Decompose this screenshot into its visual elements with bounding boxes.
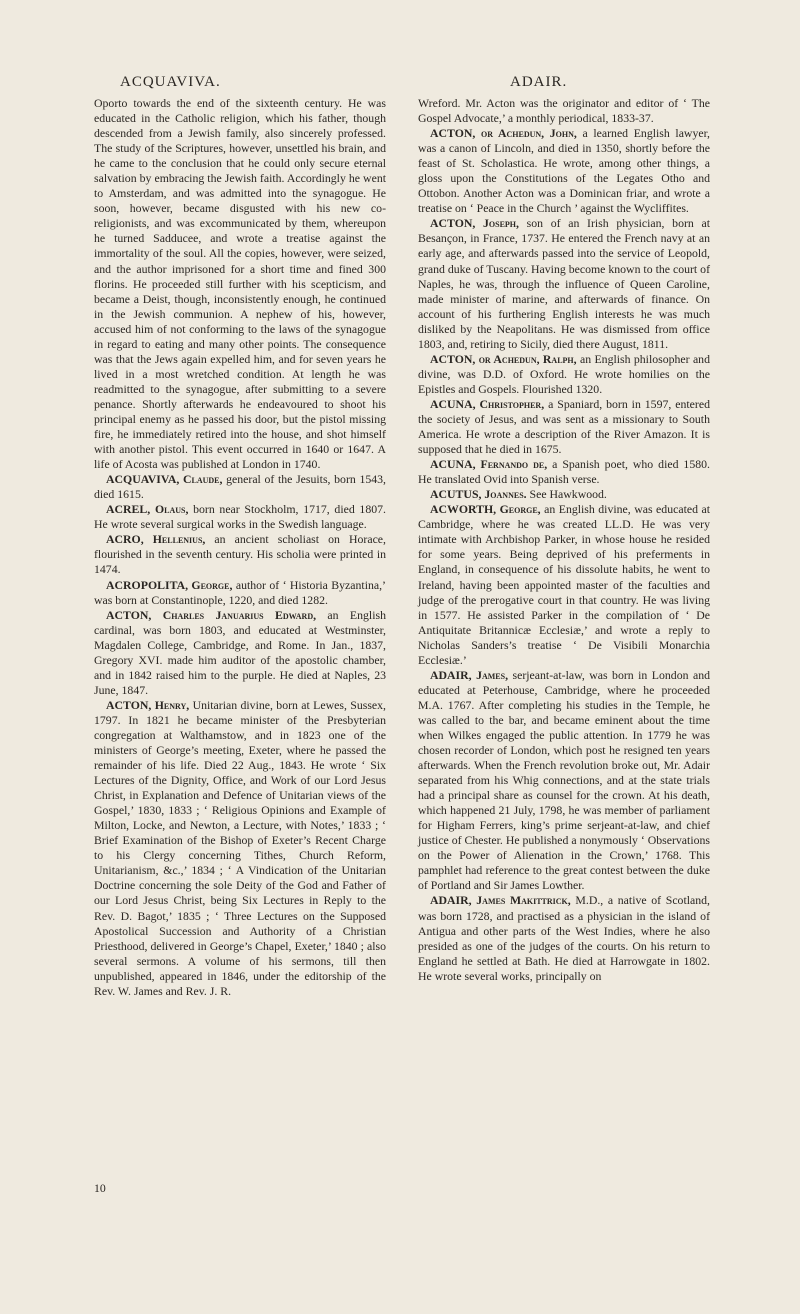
- dictionary-entry: [418, 502, 710, 668]
- entry-text: an English cardinal, was born 1803, and educated at Westminster, Magdalen College, Cambridge, and Rome. In Jan., 1837, Gregory XVI. made him auditor of the apostolic chamber, and in 1842 raised him to the purple. He died at Naples, 23 June, 1847.: [94, 607, 386, 697]
- entry-text: author of ‘ Historia Byzantina,’ was born at Constantinople, 1220, and died 1282.: [94, 577, 386, 607]
- entry-headword: ADAIR, James Makittrick,: [430, 893, 571, 908]
- dictionary-entry: [418, 352, 710, 397]
- dictionary-entry: [94, 698, 386, 999]
- dictionary-entry: [94, 578, 386, 608]
- page-number: 10: [94, 1181, 106, 1195]
- dictionary-entry: [94, 96, 386, 472]
- entry-text: a Spaniard, born in 1597, entered the society of Jesus, and was sent as a missionary to South America. He wrote a description of the River Amazon. It is supposed that he died in 1675.: [418, 396, 710, 457]
- entry-headword: ADAIR, James,: [430, 667, 509, 682]
- entry-headword: ACQUAVIVA, Claude,: [106, 472, 223, 487]
- entry-text: Wreford. Mr. Acton was the originator and editor of ‘ The Gospel Advocate,’ a monthly periodical, 1833-37.: [418, 96, 710, 126]
- dictionary-entry: [94, 472, 386, 502]
- entry-text: serjeant-at-law, was born in London and educated at Peterhouse, Cambridge, where he proceeded M.A. 1767. After completing his studies in the Temple, he was called to the bar, and became eminent about the time when Wilkes engaged the public attention. In 1779 he was chosen recorder of London, which post he resigned ten years afterwards. When the French revolution broke out, Mr. Adair separated from his Whig connections, and at the state trials had a principal share as counsel for the crown. At his death, which happened 21 July, 1798, he was member of parliament for Higham Ferrers, king’s prime serjeant-at-law, and chief justice of Chester. He published a nonymously ‘ Observations on the Power of Alienation in the Crown,’ 1768. This pamphlet had reference to the great contest between the duke of Portland and Sir James Lowther.: [418, 667, 710, 893]
- entry-text: an English philosopher and divine, was D.D. of Oxford. He wrote homilies on the Epistles and Gospels. Flourished 1320.: [418, 351, 710, 396]
- entry-text: an English divine, was educated at Cambridge, where he was created LL.D. He was very intimate with Archbishop Parker, in whose house he resided for some years. Being deprived of his preferments in England, in consequence of his dissolute habits, he went to Ireland, having been appointed master of the faculties and judge of the prerogative court in that country. He was living in 1577. He assisted Parker in the compilation of ‘ De Antiquitate Britannicæ Ecclesiæ,’ and wrote a reply to Nicholas Sanders’s treatise ‘ De Visibili Monarchia Ecclesiæ.’: [418, 502, 710, 667]
- entry-text: a learned English lawyer, was a canon of Lincoln, and died in 1350, shortly before the feast of St. Scholastica. He wrote, among other things, a gloss upon the Constitutions of the Legates Otho and Ottobon. Another Acton was a Dominican friar, and wrote a treatise on ‘ Peace in the Church ’ against the Wycliffites.: [418, 126, 710, 216]
- entry-headword: ACUNA, Christopher,: [430, 396, 545, 411]
- dictionary-entry: [94, 502, 386, 532]
- dictionary-entry: [418, 457, 710, 487]
- dictionary-entry: [418, 96, 710, 126]
- dictionary-entry: [418, 216, 710, 351]
- entry-text: a Spanish poet, who died 1580. He translated Ovid into Spanish verse.: [418, 457, 710, 487]
- entry-headword: ACTON, Joseph,: [430, 216, 519, 231]
- running-head-left: ACQUAVIVA.: [120, 74, 221, 90]
- dictionary-entry: [418, 893, 710, 983]
- entry-headword: ACROPOLITA, George,: [106, 577, 233, 592]
- dictionary-entry: [94, 532, 386, 577]
- right-column: [418, 96, 710, 984]
- entry-text: general of the Jesuits, born 1543, died 1615.: [94, 472, 386, 502]
- entry-headword: ACREL, Olaus,: [106, 502, 189, 517]
- dictionary-entry: [418, 668, 710, 894]
- left-column: [94, 96, 386, 999]
- running-head-right: ADAIR.: [510, 74, 568, 90]
- entry-headword: ACTON, Henry,: [106, 697, 190, 712]
- entry-headword: ACUNA, Fernando de,: [430, 457, 548, 472]
- entry-text: See Hawkwood.: [526, 487, 607, 502]
- entry-text: Oporto towards the end of the sixteenth century. He was educated in the Catholic religion, which his father, though descended from a Jewish family, also sincerely professed. The study of the Scriptures, however, unsettled his brain, and he came to the conclusion that he could only secure eternal salvation by embracing the Jewish faith. Accordingly he went to Amsterdam, and was admitted into the synagogue. He soon, however, became disgusted with his new co-religionists, and was excommunicated by them, whereupon he turned Sadducee, and wrote a treatise against the immortality of the soul. All the copies, however, were seized, and the author imprisoned for a short time and fined 300 florins. He proceeded still further with his scepticism, and became a Deist, though, inconsistently enough, he continued in the Jewish communion. A nephew of his, however, accused him of not conforming to the laws of the synagogue in regard to eating and many other points. The consequence was that the Jews again expelled him, and for seven years he lived in a most wretched condition. At length he was readmitted to the synagogue, after submitting to a severe penance. Shortly afterwards he endeavoured to shoot his principal enemy as he passed his door, but the pistol missing fire, he immediately retired into the house, and shot himself with another pistol. This event occurred in 1640 or 1647. A life of Acosta was published at London in 1740.: [94, 96, 386, 472]
- entry-text: born near Stockholm, 1717, died 1807. He wrote several surgical works in the Swedish language.: [94, 502, 386, 532]
- entry-text: an ancient scholiast on Horace, flourished in the seventh century. His scholia were printed in 1474.: [94, 532, 386, 577]
- dictionary-entry: [418, 397, 710, 457]
- entry-text: M.D., a native of Scotland, was born 1728, and practised as a physician in the island of Antigua and other parts of the West Indies, where he also presided as one of the judges of the courts. On his return to England he settled at Bath. He died at Harrowgate in 1802. He wrote several works, principally on: [418, 893, 710, 983]
- entry-text: Unitarian divine, born at Lewes, Sussex, 1797. In 1821 he became minister of the Presbyterian congregation at Walthamstow, and in 1823 one of the ministers of George’s meeting, Exeter, where he passed the remainder of his life. Died 22 Aug., 1843. He wrote ‘ Six Lectures of the Dignity, Office, and Work of our Lord Jesus Christ, in Explanation and Defence of Unitarian views of the Gospel,’ 1830, 1833 ; ‘ Religious Opinions and Example of Milton, Locke, and Newton, a Lecture, with Notes,’ 1833 ; ‘ Brief Examination of the Bishop of Exeter’s Recent Charge to his Clergy concerning Tithes, Church Reform, Unitarianism, &c.,’ 1834 ; ‘ A Vindication of the Unitarian Doctrine concerning the sole Deity of the God and Father of our Lord Jesus Christ, being Six Lectures in Reply to the Rev. D. Bagot,’ 1835 ; ‘ Three Lectures on the Supposed Apostolical Succession and Authority of a Christian Priesthood, delivered in George’s Chapel, Exeter,’ 1840 ; also several sermons. A volume of his sermons, till then unpublished, appeared in 1846, under the editorship of the Rev. W. James and Rev. J. R.: [94, 697, 386, 998]
- dictionary-entry: [418, 487, 710, 502]
- dictionary-entry: [94, 608, 386, 698]
- entry-headword: ACWORTH, George,: [430, 502, 541, 517]
- dictionary-entry: [418, 126, 710, 216]
- entry-headword: ACRO, Hellenius,: [106, 532, 206, 547]
- entry-headword: ACTON, or Achedun, John,: [430, 126, 577, 141]
- entry-headword: ACTON, or Achedun, Ralph,: [430, 351, 577, 366]
- entry-text: son of an Irish physician, born at Besançon, in France, 1737. He entered the French navy at an early age, and afterwards passed into the service of Leopold, grand duke of Tuscany. Having become known to the court of Naples, he was, through the influence of Queen Caroline, made minister of marine, and afterwards of finance. On account of his furthering English interests he was much disliked by the Neapolitans. He was dismissed from office 1803, and, retiring to Sicily, died there August, 1811.: [418, 216, 710, 351]
- entry-headword: ACTON, Charles Januarius Edward,: [106, 607, 317, 622]
- entry-headword: ACUTUS, Joannes.: [430, 487, 527, 502]
